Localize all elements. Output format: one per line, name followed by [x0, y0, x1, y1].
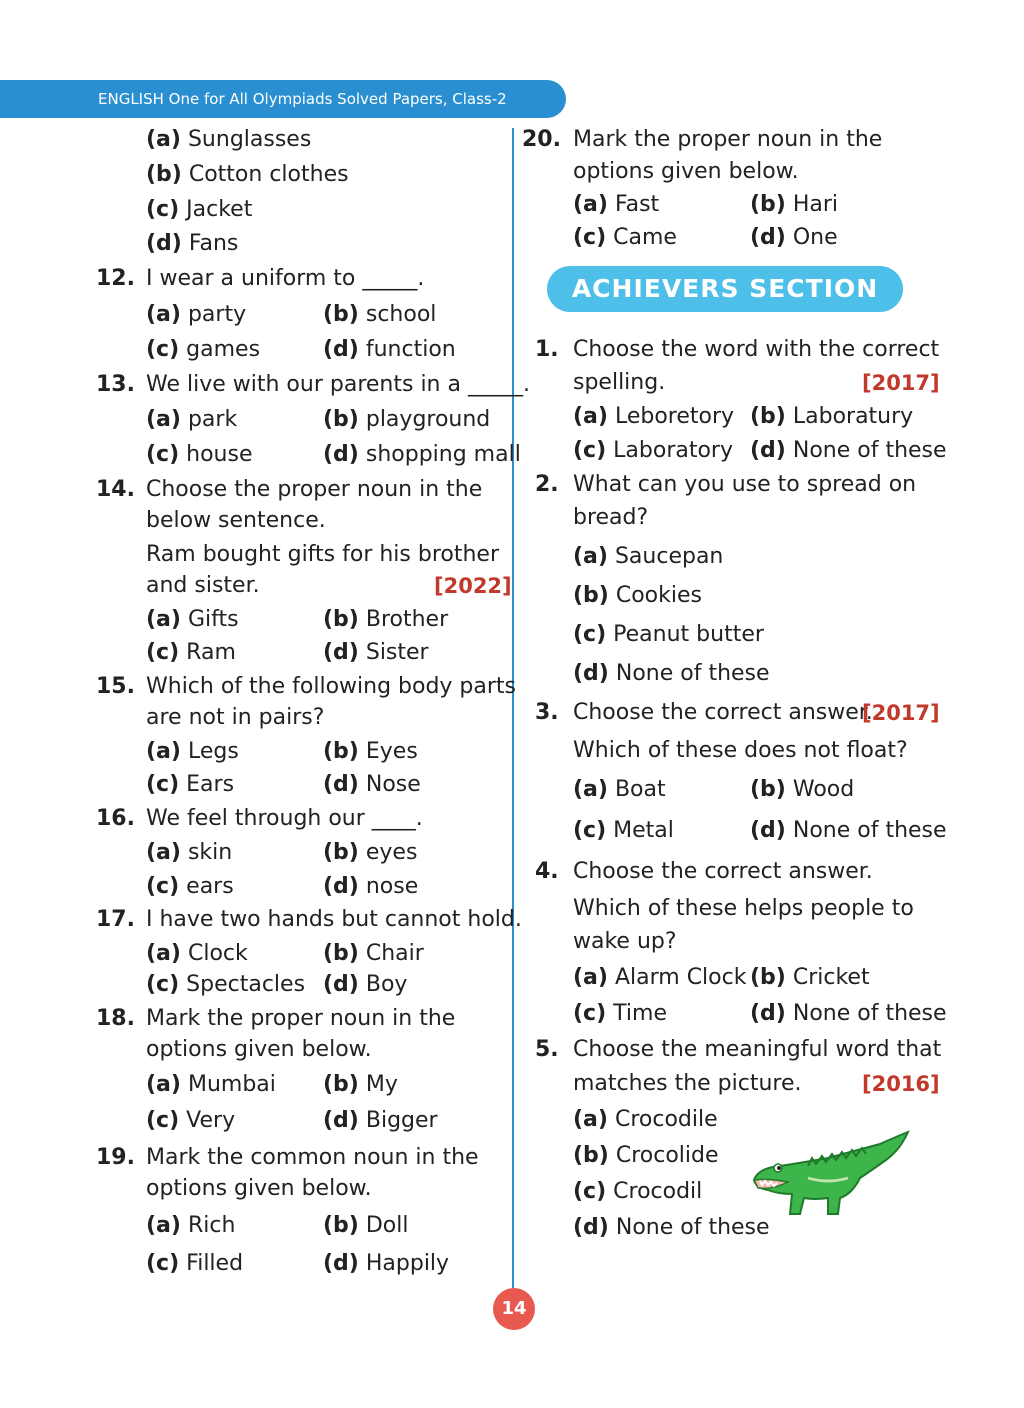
- question-text: Choose the correct answer.: [573, 700, 873, 725]
- option-11c: (c) Jacket: [146, 197, 253, 222]
- option-19c: (c) Filled: [146, 1251, 244, 1276]
- question-number: 19.: [96, 1145, 135, 1170]
- question-text: and sister.: [146, 573, 260, 598]
- option-12d: (d) function: [323, 337, 456, 362]
- question-number: 16.: [96, 806, 135, 831]
- option-a5c: (c) Crocodil: [573, 1179, 703, 1204]
- question-text: options given below.: [146, 1037, 372, 1062]
- option-a5d: (d) None of these: [573, 1215, 770, 1240]
- option-a4b: (b) Cricket: [750, 965, 870, 990]
- option-a3a: (a) Boat: [573, 777, 666, 802]
- question-text: matches the picture.: [573, 1071, 802, 1096]
- question-text: We live with our parents in a _____.: [146, 372, 530, 397]
- option-a5b: (b) Crocolide: [573, 1143, 719, 1168]
- option-16b: (b) eyes: [323, 840, 418, 865]
- option-14a: (a) Gifts: [146, 607, 239, 632]
- year-tag: [2017]: [862, 701, 940, 725]
- option-18b: (b) My: [323, 1072, 398, 1097]
- crocodile-illustration: [748, 1128, 914, 1224]
- option-a1b: (b) Laboratury: [750, 404, 914, 429]
- question-text: Which of the following body parts: [146, 674, 517, 699]
- question-text: What can you use to spread on: [573, 472, 917, 497]
- question-text: Mark the proper noun in the: [573, 127, 883, 152]
- option-18c: (c) Very: [146, 1108, 236, 1133]
- option-11a: (a) Sunglasses: [146, 127, 312, 152]
- question-number: 3.: [535, 700, 559, 725]
- option-19a: (a) Rich: [146, 1213, 236, 1238]
- option-a3c: (c) Metal: [573, 818, 674, 843]
- option-15c: (c) Ears: [146, 772, 235, 797]
- option-a4c: (c) Time: [573, 1001, 667, 1026]
- question-text: spelling.: [573, 370, 666, 395]
- page-number: 14: [493, 1288, 535, 1330]
- option-11b: (b) Cotton clothes: [146, 162, 349, 187]
- question-text: Choose the word with the correct: [573, 337, 940, 362]
- question-text: bread?: [573, 505, 649, 530]
- option-17b: (b) Chair: [323, 941, 424, 966]
- option-a4d: (d) None of these: [750, 1001, 947, 1026]
- option-17c: (c) Spectacles: [146, 972, 306, 997]
- question-number: 4.: [535, 859, 559, 884]
- question-number: 15.: [96, 674, 135, 699]
- option-18d: (d) Bigger: [323, 1108, 438, 1133]
- option-16a: (a) skin: [146, 840, 233, 865]
- option-14d: (d) Sister: [323, 640, 429, 665]
- option-13a: (a) park: [146, 407, 238, 432]
- year-tag: [2017]: [862, 371, 940, 395]
- option-15d: (d) Nose: [323, 772, 421, 797]
- option-16c: (c) ears: [146, 874, 234, 899]
- option-20c: (c) Came: [573, 225, 677, 250]
- question-text: Ram bought gifts for his brother: [146, 542, 500, 567]
- option-a3d: (d) None of these: [750, 818, 947, 843]
- option-a4a: (a) Alarm Clock: [573, 965, 747, 990]
- question-text: are not in pairs?: [146, 705, 325, 730]
- option-14b: (b) Brother: [323, 607, 449, 632]
- question-text: Choose the meaningful word that: [573, 1037, 942, 1062]
- option-12a: (a) party: [146, 302, 247, 327]
- option-a2c: (c) Peanut butter: [573, 622, 764, 647]
- option-a2b: (b) Cookies: [573, 583, 702, 608]
- question-number: 18.: [96, 1006, 135, 1031]
- option-14c: (c) Ram: [146, 640, 236, 665]
- year-tag: [2016]: [862, 1072, 940, 1096]
- option-a2d: (d) None of these: [573, 661, 770, 686]
- question-number: 5.: [535, 1037, 559, 1062]
- question-number: 13.: [96, 372, 135, 397]
- question-text: Mark the proper noun in the: [146, 1006, 456, 1031]
- question-text: Mark the common noun in the: [146, 1145, 479, 1170]
- question-number: 1.: [535, 337, 559, 362]
- question-text: I have two hands but cannot hold.: [146, 907, 522, 932]
- option-15b: (b) Eyes: [323, 739, 418, 764]
- option-19b: (b) Doll: [323, 1213, 409, 1238]
- question-text: Which of these helps people to: [573, 896, 914, 921]
- option-13c: (c) house: [146, 442, 253, 467]
- question-number: 12.: [96, 266, 135, 291]
- option-20d: (d) One: [750, 225, 838, 250]
- option-17a: (a) Clock: [146, 941, 248, 966]
- option-12b: (b) school: [323, 302, 437, 327]
- question-text: I wear a uniform to _____.: [146, 266, 425, 291]
- option-12c: (c) games: [146, 337, 261, 362]
- question-text: options given below.: [146, 1176, 372, 1201]
- option-a5a: (a) Crocodile: [573, 1107, 718, 1132]
- question-text: wake up?: [573, 929, 677, 954]
- option-13b: (b) playground: [323, 407, 491, 432]
- option-19d: (d) Happily: [323, 1251, 450, 1276]
- option-a3b: (b) Wood: [750, 777, 855, 802]
- question-text: We feel through our ____.: [146, 806, 423, 831]
- option-a1c: (c) Laboratory: [573, 438, 733, 463]
- question-number: 2.: [535, 472, 559, 497]
- option-a1d: (d) None of these: [750, 438, 947, 463]
- option-a1a: (a) Leboretory: [573, 404, 735, 429]
- question-number: 17.: [96, 907, 135, 932]
- question-number: 14.: [96, 477, 135, 502]
- option-18a: (a) Mumbai: [146, 1072, 276, 1097]
- option-13d: (d) shopping mall: [323, 442, 521, 467]
- running-header: ENGLISH One for All Olympiads Solved Papers, Class-2: [0, 80, 566, 118]
- option-11d: (d) Fans: [146, 231, 239, 256]
- option-16d: (d) nose: [323, 874, 419, 899]
- question-number: 20.: [522, 127, 561, 152]
- option-20b: (b) Hari: [750, 192, 839, 217]
- year-tag: [2022]: [434, 574, 512, 598]
- option-17d: (d) Boy: [323, 972, 408, 997]
- question-text: Which of these does not float?: [573, 738, 908, 763]
- option-a2a: (a) Saucepan: [573, 544, 724, 569]
- option-20a: (a) Fast: [573, 192, 660, 217]
- question-text: options given below.: [573, 159, 799, 184]
- section-heading: ACHIEVERS SECTION: [547, 266, 903, 312]
- question-text: below sentence.: [146, 508, 326, 533]
- question-text: Choose the correct answer.: [573, 859, 873, 884]
- question-text: Choose the proper noun in the: [146, 477, 483, 502]
- option-15a: (a) Legs: [146, 739, 239, 764]
